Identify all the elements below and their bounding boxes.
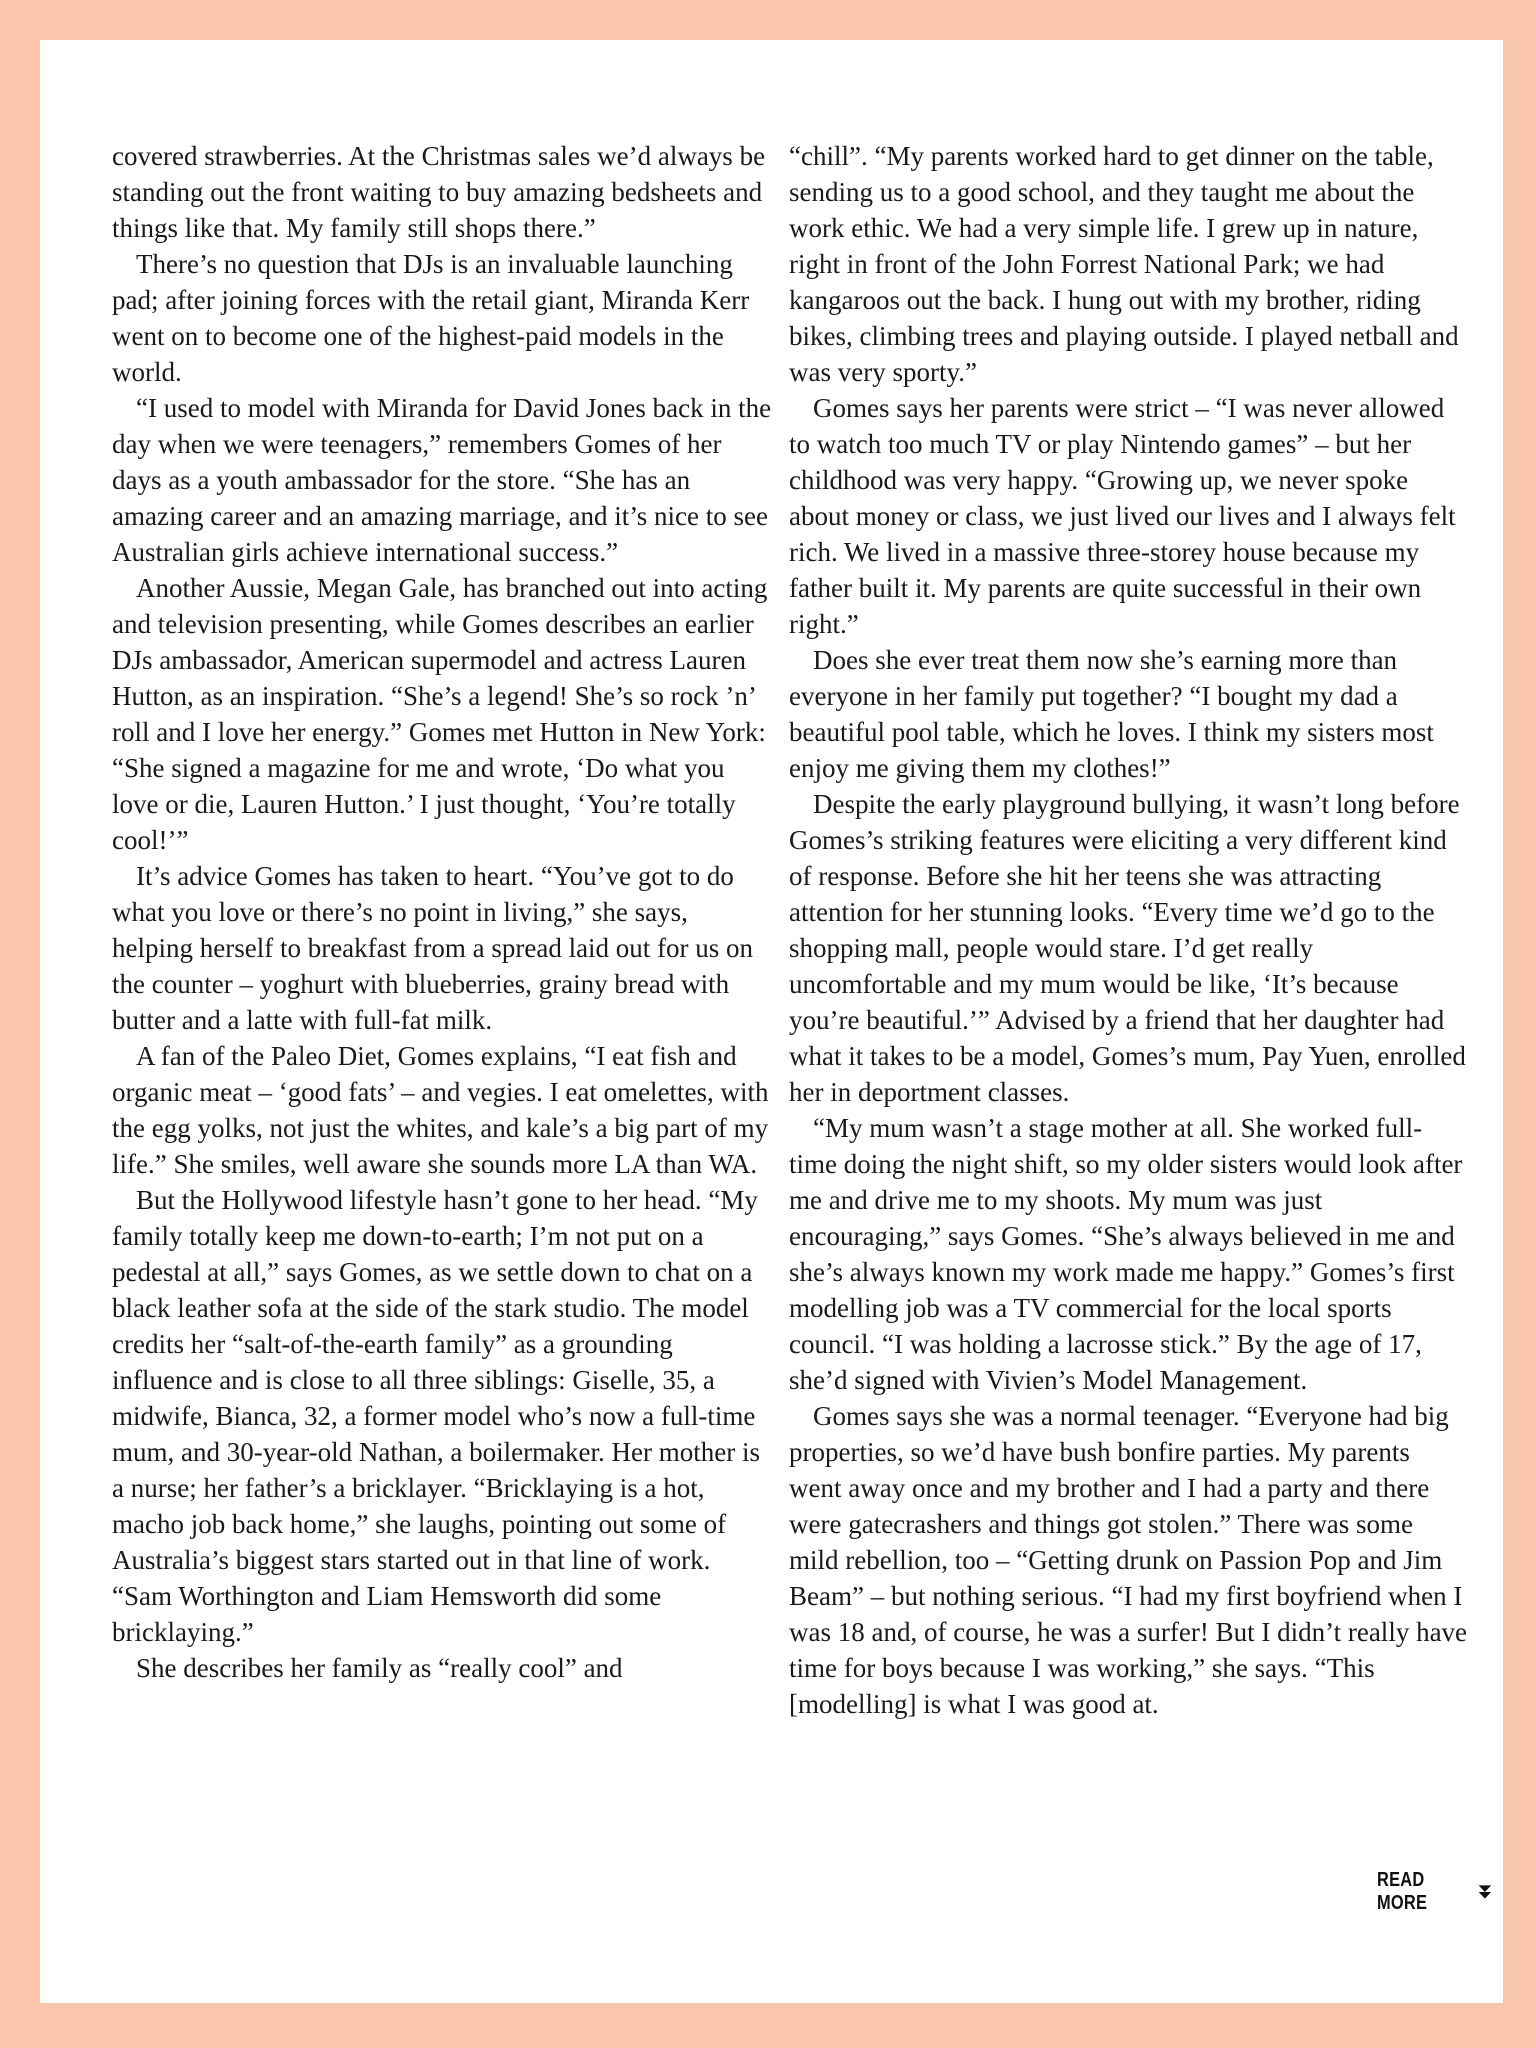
paragraph: Does she ever treat them now she’s earning more than everyone in her family put together? “I bought my dad a beautiful pool table, which he loves. I think my sisters most enjoy me giving them my clothes!” xyxy=(789,645,1434,783)
paragraph: A fan of the Paleo Diet, Gomes explains, “I eat fish and organic meat – ‘good fats’ – and vegies. I eat omelettes, with the egg yolks, not just the whites, and kale’s a big part of my life.” She smiles, well aware she sounds more LA than WA. xyxy=(112,1041,769,1179)
paragraph: Gomes says her parents were strict – “I was never allowed to watch too much TV or play Nintendo games” – but her childhood was very happy. “Growing up, we never spoke about money or class, we just lived our lives and I always felt rich. We lived in a massive three-storey house because my father built it. My parents are quite successful in their own right.” xyxy=(789,393,1456,639)
article-column-right xyxy=(789,138,1469,1722)
read-more-link[interactable] xyxy=(1377,1869,1492,1915)
paragraph: “My mum wasn’t a stage mother at all. She worked full-time doing the night shift, so my older sisters would look after me and drive me to my shoots. My mum was just encouraging,” says Gomes. “She’s always believed in me and she’s always known my work made me happy.” Gomes’s first modelling job was a TV commercial for the local sports council. “I was holding a lacrosse stick.” By the age of 17, she’d signed with Vivien’s Model Management. xyxy=(789,1113,1463,1395)
paragraph: Gomes says she was a normal teenager. “Everyone had big properties, so we’d have bush bonfire parties. My parents went away once and my brother and I had a party and there were gatecrashers and things got stolen.” There was some mild rebellion, too – “Getting drunk on Passion Pop and Jim Beam” – but nothing serious. “I had my first boyfriend when I was 18 and, of course, he was a surfer! But I didn’t really have time for boys because I was working,” she says. “This [modelling] is what I was good at. xyxy=(789,1401,1468,1719)
magazine-page xyxy=(40,40,1503,2003)
double-chevron-down-icon xyxy=(1478,1883,1492,1901)
paragraph: “I used to model with Miranda for David Jones back in the day when we were teenagers,” remembers Gomes of her days as a youth ambassador for the store. “She has an amazing career and an amazing marriage, and it’s nice to see Australian girls achieve international success.” xyxy=(112,393,772,567)
paragraph: There’s no question that DJs is an invaluable launching pad; after joining forces with the retail giant, Miranda Kerr went on to become one of the highest-paid models in the world. xyxy=(112,249,750,387)
paragraph: covered strawberries. At the Christmas sales we’d always be standing out the front waiting to buy amazing bedsheets and things like that. My family still shops there.” xyxy=(112,141,766,243)
paragraph: She describes her family as “really cool” and xyxy=(136,1653,623,1683)
paragraph: But the Hollywood lifestyle hasn’t gone to her head. “My family totally keep me down-to-earth; I’m not put on a pedestal at all,” says Gomes, as we settle down to chat on a black leather sofa at the side of the stark studio. The model credits her “salt-of-the-earth family” as a grounding influence and is close to all three siblings: Giselle, 35, a midwife, Bianca, 32, a former model who’s now a full-time mum, and 30-year-old Nathan, a boilermaker. Her mother is a nurse; her father’s a bricklayer. “Bricklaying is a hot, macho job back home,” she laughs, pointing out some of Australia’s biggest stars started out in that line of work. “Sam Worthington and Liam Hemsworth did some bricklaying.” xyxy=(112,1185,760,1647)
paragraph: Despite the early playground bullying, it wasn’t long before Gomes’s striking features were eliciting a very different kind of response. Before she hit her teens she was attracting attention for her stunning looks. “Every time we’d go to the shopping mall, people would stare. I’d get really uncomfortable and my mum would be like, ‘It’s because you’re beautiful.’” Advised by a friend that her daughter had what it takes to be a model, Gomes’s mum, Pay Yuen, enrolled her in deportment classes. xyxy=(789,789,1466,1107)
read-more-label: READ MORE xyxy=(1377,1869,1428,1914)
paragraph: It’s advice Gomes has taken to heart. “You’ve got to do what you love or there’s no point in living,” she says, helping herself to breakfast from a spread laid out for us on the counter – yoghurt with blueberries, grainy bread with butter and a latte with full-fat milk. xyxy=(112,861,754,1035)
paragraph: “chill”. “My parents worked hard to get dinner on the table, sending us to a good school, and they taught me about the work ethic. We had a very simple life. I grew up in nature, right in front of the John Forrest National Park; we had kangaroos out the back. I hung out with my brother, riding bikes, climbing trees and playing outside. I played netball and was very sporty.” xyxy=(789,141,1459,387)
paragraph: Another Aussie, Megan Gale, has branched out into acting and television presenting, while Gomes describes an earlier DJs ambassador, American supermodel and actress Lauren Hutton, as an inspiration. “She’s a legend! She’s so rock ’n’ roll and I love her energy.” Gomes met Hutton in New York: “She signed a magazine for me and wrote, ‘Do what you love or die, Lauren Hutton.’ I just thought, ‘You’re totally cool!’” xyxy=(112,573,768,855)
article-column-left xyxy=(112,138,772,1686)
